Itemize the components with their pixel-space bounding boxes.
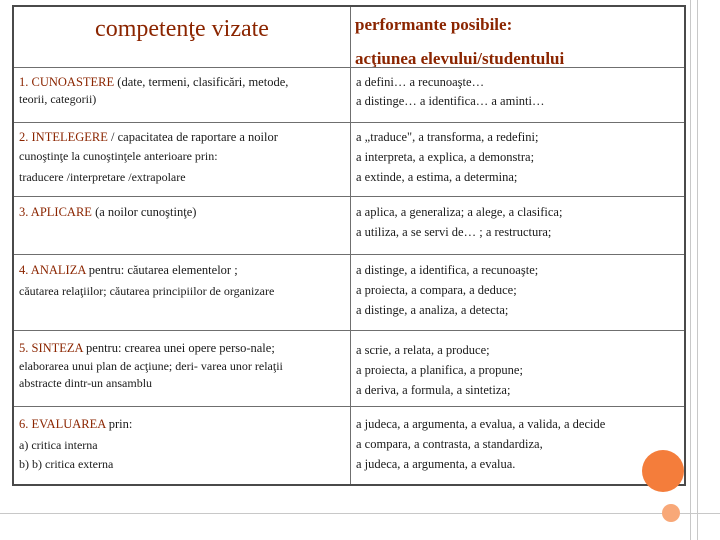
performance-line: a deriva, a formula, a sintetiza;	[356, 383, 511, 397]
competence-text: abstracte dintr-un ansamblu	[19, 376, 153, 390]
competence-title: 5. SINTEZA	[19, 341, 83, 355]
performance-line: a compara, a contrasta, a standardiza,	[356, 437, 543, 451]
competence-text: / capacitatea de raportare a noilor	[107, 130, 278, 144]
competencies-table	[12, 5, 686, 486]
table-row	[14, 406, 684, 485]
performance-line: a „traduce", a transforma, a redefini;	[356, 130, 539, 144]
performance-line: a extinde, a estima, a determina;	[356, 170, 518, 184]
header-right-line1: performante posibile:	[355, 15, 513, 34]
performance-line: a interpreta, a explica, a demonstra;	[356, 150, 535, 164]
performance-line: a scrie, a relata, a produce;	[356, 343, 490, 357]
competence-text: cunoştinţe la cunoştinţele anterioare prin:	[19, 149, 218, 163]
competence-text: b) b) critica externa	[19, 457, 114, 471]
header-right	[355, 11, 680, 73]
table-row	[14, 67, 684, 123]
header-row	[14, 7, 684, 67]
competence-text: (date, termeni, clasificări, metode,	[114, 75, 289, 89]
competence-text: pentru: căutarea elementelor ;	[85, 263, 238, 277]
performance-line: a aplica, a generaliza; a alege, a clasifica;	[356, 205, 563, 219]
competence-title: 6. EVALUAREA	[19, 417, 106, 431]
performance-line: a distinge… a identifica… a aminti…	[356, 94, 545, 108]
competence-text: (a noilor cunoştinţe)	[91, 205, 197, 219]
competence-text: prin:	[105, 417, 133, 431]
competence-text: căutarea relaţiilor; căutarea principiilor de organizare	[19, 284, 275, 298]
competence-title: 3. APLICARE	[19, 205, 92, 219]
competence-title: 4. ANALIZA	[19, 263, 86, 277]
competence-text: a) critica interna	[19, 438, 98, 452]
performance-line: a proiecta, a planifica, a propune;	[356, 363, 523, 377]
performance-line: a proiecta, a compara, a deduce;	[356, 283, 517, 297]
frame-line-right	[697, 0, 698, 540]
competence-title: 2. INTELEGERE	[19, 130, 108, 144]
orange-dot-decoration	[662, 504, 680, 522]
performance-line: a distinge, a identifica, a recunoaşte;	[356, 263, 539, 277]
competence-text: traducere /interpretare /extrapolare	[19, 170, 186, 184]
table-row	[14, 254, 684, 331]
header-right-line2: acţiunea elevului/studentului	[355, 49, 565, 68]
performance-line: a defini… a recunoaşte…	[356, 75, 485, 89]
orange-circle-decoration	[642, 450, 684, 492]
header-left: competenţe vizate	[95, 16, 269, 42]
performance-line: a judeca, a argumenta, a evalua.	[356, 457, 516, 471]
table-row	[14, 330, 684, 407]
performance-line: a utiliza, a se servi de… ; a restructura;	[356, 225, 552, 239]
competence-text: elaborarea unui plan de acţiune; deri- varea unor relaţii	[19, 359, 283, 373]
table-row	[14, 122, 684, 197]
frame-line-right-inner	[690, 0, 691, 540]
competence-title: 1. CUNOASTERE	[19, 75, 115, 89]
competence-text: teorii, categorii)	[19, 92, 97, 106]
frame-line-bottom	[0, 513, 720, 514]
performance-line: a distinge, a analiza, a detecta;	[356, 303, 509, 317]
competence-text: pentru: crearea unei opere perso-nale;	[82, 341, 275, 355]
table-row	[14, 196, 684, 255]
performance-line: a judeca, a argumenta, a evalua, a valida, a decide	[356, 417, 606, 431]
